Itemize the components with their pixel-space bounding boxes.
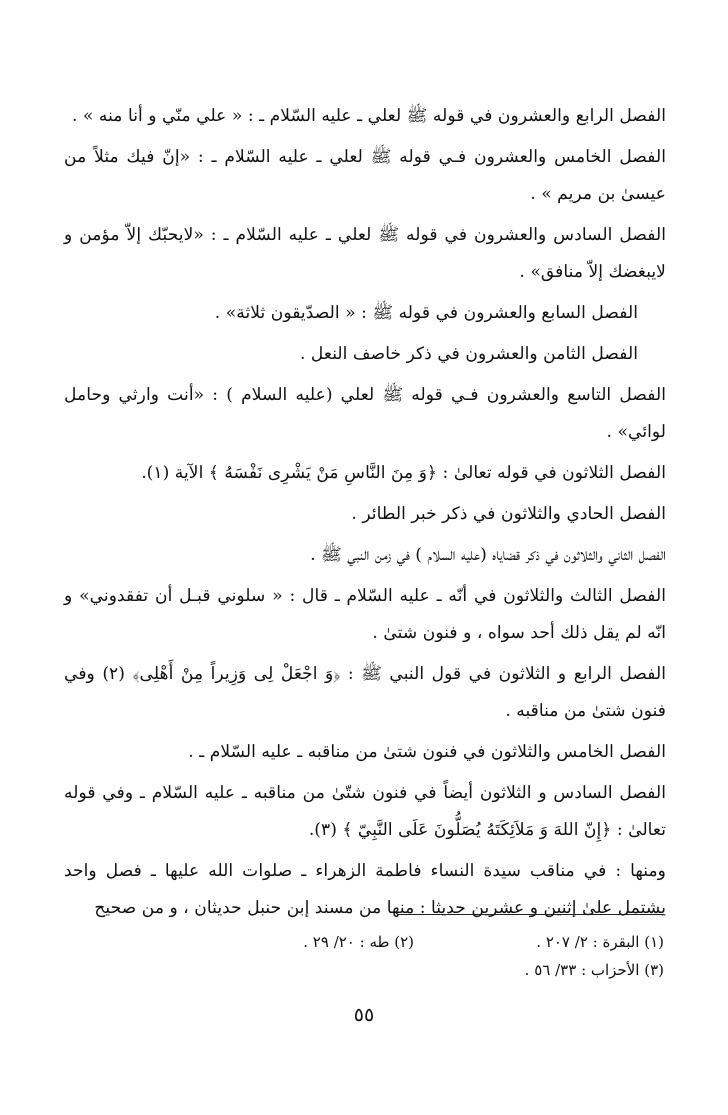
chapter-36-paragraph: الفصل السادس و الثلاثون أيضاً في فنون شتّىٰ من مناقبه ـ عليه السّلام ـ وفي قوله تعالىٰ : ﴿إِنّ اللهَ وَ مَلاَئِكَتَهُ يُصَلُّونَ عَلَى النَّبِيّ ﴾ (٣). — [64, 783, 666, 840]
footnote-1: (١) البقرة : ٢/ ٢٠٧ . — [536, 933, 664, 951]
chapter-27-paragraph: الفصل السابع والعشرون في قوله ﷺ : « الصدّيقون ثلاثة» . — [214, 303, 638, 323]
chapter-29-paragraph: الفصل التاسع والعشرون فـي قوله ﷺ لعلي (عليه السلام ) : «أنت وارثي وحامل لوائي» . — [64, 385, 666, 442]
fatima-merits-paragraph: ومنها : في مناقب سيدة النساء فاطمة الزهراء ـ صلوات الله عليها ـ فصل واحد يشتمل علىٰ إثنين و عشرين حديثا : منها من مسند إبن حنبل حديثان ، و من صحيح — [64, 861, 666, 918]
footnote-row-1 — [62, 928, 664, 956]
chapter-24-paragraph: الفصل الرابع والعشرون في قوله ﷺ لعلي ـ عليه السّلام ـ : « علي منّي و أنا منه » . — [71, 106, 666, 126]
footnote-divider — [398, 914, 664, 915]
footnotes — [62, 928, 664, 984]
footnote-row-2 — [62, 956, 664, 984]
chapter-32-paragraph: الفصل الثاني والثلاثون في ذكر قضاياه (عليه السلام ) في زمن النبي ﷺ . — [310, 545, 666, 565]
page-number: ٥٥ — [353, 1004, 375, 1026]
chapter-28-paragraph: الفصل الثامن والعشرون في ذكر خاصف النعل . — [299, 344, 638, 364]
chapter-25-paragraph: الفصل الخامس والعشرون فـي قوله ﷺ لعلي ـ عليه السّلام ـ : «إنّ فيك مثلاً من عيسىٰ بن مريم » . — [64, 147, 666, 204]
chapter-31-paragraph: الفصل الحادي والثلاثون في ذكر خبر الطائر . — [351, 504, 666, 524]
main-text-block — [64, 98, 666, 931]
chapter-33-paragraph: الفصل الثالث والثلاثون في أنّه ـ عليه السّلام ـ قال : « سلوني قبـل أن تفقدوني» و انّه لم يقل ذلك أحد سواه ، و فنون شتىٰ . — [64, 586, 666, 643]
footnote-3: (٣) الأحزاب : ٣٣/ ٥٦ . — [524, 961, 664, 979]
chapter-34-paragraph: الفصل الرابع و الثلاثون في قول النبي ﷺ : ﴿وَ اجْعَلْ لِى وَزِيراً مِنْ أَهْلِى﴾ (٢) وفي فنون شتىٰ من مناقبه . — [64, 664, 667, 721]
chapter-35-paragraph: الفصل الخامس والثلاثون في فنون شتىٰ من مناقبه ـ عليه السّلام ـ . — [188, 742, 666, 762]
chapter-30-paragraph: الفصل الثلاثون في قوله تعالىٰ : ﴿وَ مِنَ النَّاسِ مَنْ يَشْرِى نَفْسَهُ ﴾ الآية (١). — [141, 463, 666, 483]
chapter-26-paragraph: الفصل السادس والعشرون في قوله ﷺ لعلي ـ عليه السّلام ـ : «لايحبّك إلاّ مؤمن و لايبغضك إلاّ منافق» . — [64, 225, 666, 282]
footnote-2: (٢) طه : ٢٠/ ٢٩ . — [303, 933, 414, 951]
